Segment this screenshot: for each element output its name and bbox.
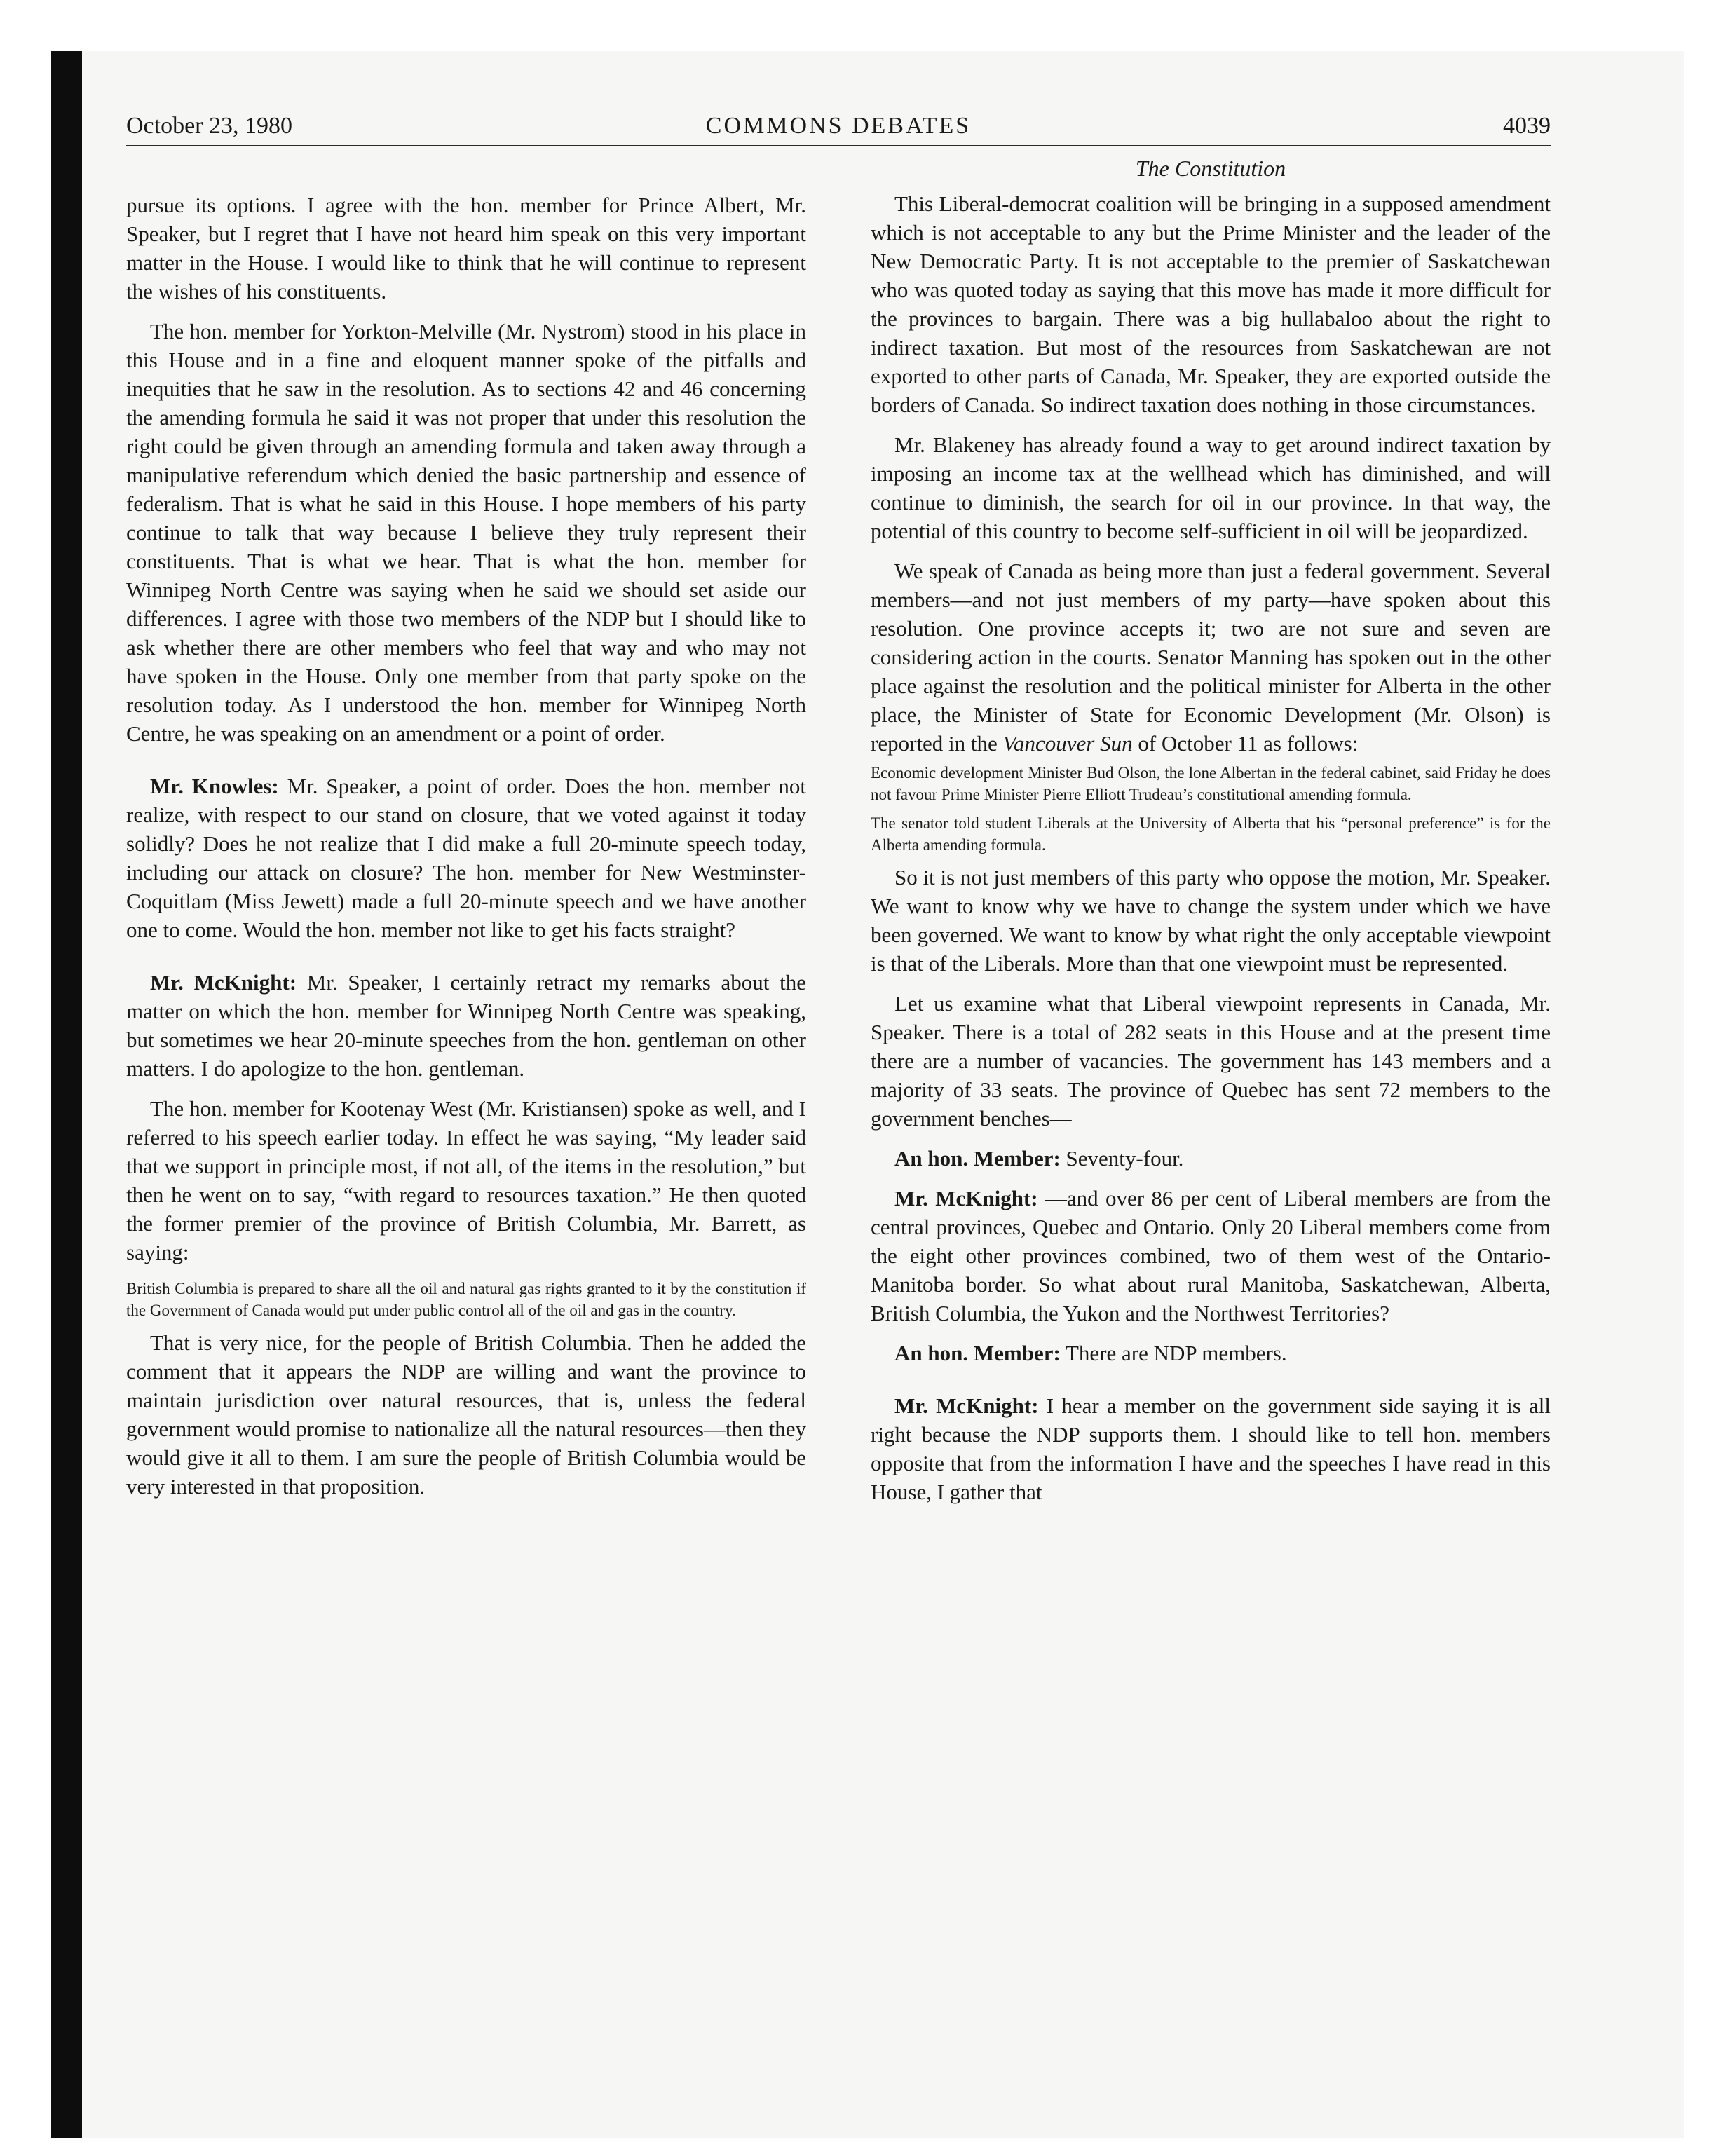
speaker-name: An hon. Member: (894, 1341, 1061, 1365)
page-header (126, 103, 1551, 146)
paragraph: So it is not just members of this party who oppose the motion, Mr. Speaker. We want to know why we have to change the system under which we have been governed. We want to know by what right the only acceptable viewpoint is that of the Liberals. More than that one viewpoint must be represented. (871, 865, 1551, 976)
block-quote: Economic development Minister Bud Olson, the lone Albertan in the federal cabinet, said Friday he does not favour Prime Minister Pierre Elliott Trudeau’s constitutional amending formula. (871, 764, 1551, 803)
speech-text: —and over 86 per cent of Liberal members are from the central provinces, Quebec and Ontario. Only 20 Liberal members come from the eight other provinces combined, two of them west of the Ontario-Manitoba border. So what about rural Manitoba, Saskatchewan, Alberta, British Columbia, the Yukon and the Northwest Territories? (871, 1186, 1551, 1325)
speech-text: There are NDP members. (1060, 1341, 1287, 1365)
paragraph: pursue its options. I agree with the hon. member for Prince Albert, Mr. Speaker, but I regret that I have not heard him speak on this very important matter in the House. I would like to think that he will continue to represent the wishes of his constituents. (126, 193, 806, 303)
paragraph-text: of October 11 as follows: (1132, 731, 1359, 756)
speaker-name: Mr. Knowles: (150, 774, 279, 798)
paragraph (871, 1184, 1551, 1328)
paragraph: The hon. member for Yorkton-Melville (Mr. Nystrom) stood in his place in this House and in a fine and eloquent manner spoke of the pitfalls and inequities that he saw in the resolution. As to sections 42 and 46 concerning the amending formula he said it was not proper that under this resolution the right could be given through an amending formula and taken away through a manipulative referendum which denied the basic partnership and essence of federalism. That is what he said in this House. I hope members of his party continue to talk that way because I believe they truly represent their constituents. That is what we hear. That is what the hon. member for Winnipeg North Centre was saying when he said we should set aside our differences. I agree with those two members of the NDP but I should like to ask whether there are other members who feel that way and who may not have spoken in the House. Only one member from that party spoke on the resolution today. As I understood the hon. member for Winnipeg North Centre, he was speaking on an amendment or a point of order. (126, 319, 806, 746)
speaker-name: Mr. McKnight: (150, 970, 297, 995)
block-quote: The senator told student Liberals at the University of Alberta that his “personal preference” is for the Alberta amending formula. (871, 814, 1551, 854)
speaker-name: Mr. McKnight: (894, 1186, 1038, 1210)
paragraph (126, 968, 806, 1083)
speech-text: Mr. Speaker, a point of order. Does the hon. member not realize, with respect to our stand on closure, that we voted against it today solidly? Does he not realize that I did make a full 20-minute speech today, including our attack on closure? The hon. member for New Westminster-Coquitlam (Miss Jewett) made a full 20-minute speech and we have another one to come. Would the hon. member not like to get his facts straight? (126, 774, 806, 942)
paragraph (871, 557, 1551, 758)
left-column (126, 191, 806, 1512)
paragraph: The hon. member for Kootenay West (Mr. Kristiansen) spoke as well, and I referred to his speech earlier today. In effect he was saying, “My leader said that we support in principle most, if not all, of the items in the resolution,” but then he went on to say, “with regard to resources taxation.” He then quoted the former premier of the province of British Columbia, Mr. Barrett, as saying: (126, 1096, 806, 1264)
newspaper-name: Vancouver Sun (1002, 731, 1133, 756)
paragraph (871, 1339, 1551, 1367)
section-title: The Constitution (1135, 156, 1286, 181)
paragraph (871, 1144, 1551, 1173)
speaker-name: Mr. McKnight: (894, 1393, 1039, 1418)
right-column (871, 154, 1551, 1517)
header-page-number: 4039 (1503, 113, 1551, 139)
speech-text: Seventy-four. (1060, 1146, 1184, 1171)
speech-text: I hear a member on the government side saying it is all right because the NDP supports them. I should like to tell hon. members opposite that from the information I have and the speeches I have read in this House, I gather that (871, 1393, 1551, 1504)
paragraph (871, 1391, 1551, 1506)
paragraph: That is very nice, for the people of British Columbia. Then he added the comment that it appears the NDP are willing and want the province to maintain jurisdiction over natural resources, that is, unless the federal government would promise to nationalize all the natural resources—then they would give it all to them. I am sure the people of British Columbia would be very interested in that proposition. (126, 1330, 806, 1499)
scan-edge-bar (51, 51, 82, 2138)
paragraph-text: We speak of Canada as being more than just a federal government. Several members—and not just members of my party—have spoken about this resolution. One province accepts it; two are not sure and seven are considering action in the courts. Senator Manning has spoken out in the other place against the resolution and the political minister for Alberta in the other place, the Minister of State for Economic Development (Mr. Olson) is reported in the (871, 559, 1551, 756)
header-title: COMMONS DEBATES (705, 113, 972, 139)
speech-text: Mr. Speaker, I certainly retract my remarks about the matter on which the hon. member for Winnipeg North Centre was speaking, but sometimes we hear 20-minute speeches from the hon. gentleman on other matters. I do apologize to the hon. gentleman. (126, 970, 807, 1081)
speaker-name: An hon. Member: (894, 1146, 1061, 1171)
paragraph (126, 772, 806, 944)
block-quote: British Columbia is prepared to share all the oil and natural gas rights granted to it by the constitution if the Government of Canada would put under public control all of the oil and gas in the country. (126, 1280, 806, 1319)
paragraph: This Liberal-democrat coalition will be bringing in a supposed amendment which is not acceptable to any but the Prime Minister and the leader of the New Democratic Party. It is not acceptable to the premier of Saskatchewan who was quoted today as saying that this move has made it more difficult for the provinces to bargain. There was a big hullabaloo about the right to indirect taxation. But most of the resources from Saskatchewan are not exported to other parts of Canada, Mr. Speaker, they are exported outside the borders of Canada. So indirect taxation does nothing in those circumstances. (871, 191, 1551, 417)
paragraph: Let us examine what that Liberal viewpoint represents in Canada, Mr. Speaker. There is a total of 282 seats in this House and at the present time there are a number of vacancies. The government has 143 members and a majority of 33 seats. The province of Quebec has sent 72 members to the government benches— (871, 991, 1551, 1131)
paragraph: Mr. Blakeney has already found a way to get around indirect taxation by imposing an income tax at the wellhead which has diminished, and will continue to diminish, the search for oil in our province. In that way, the potential of this country to become self-sufficient in oil will be jeopardized. (871, 432, 1551, 543)
header-date: October 23, 1980 (126, 113, 293, 139)
